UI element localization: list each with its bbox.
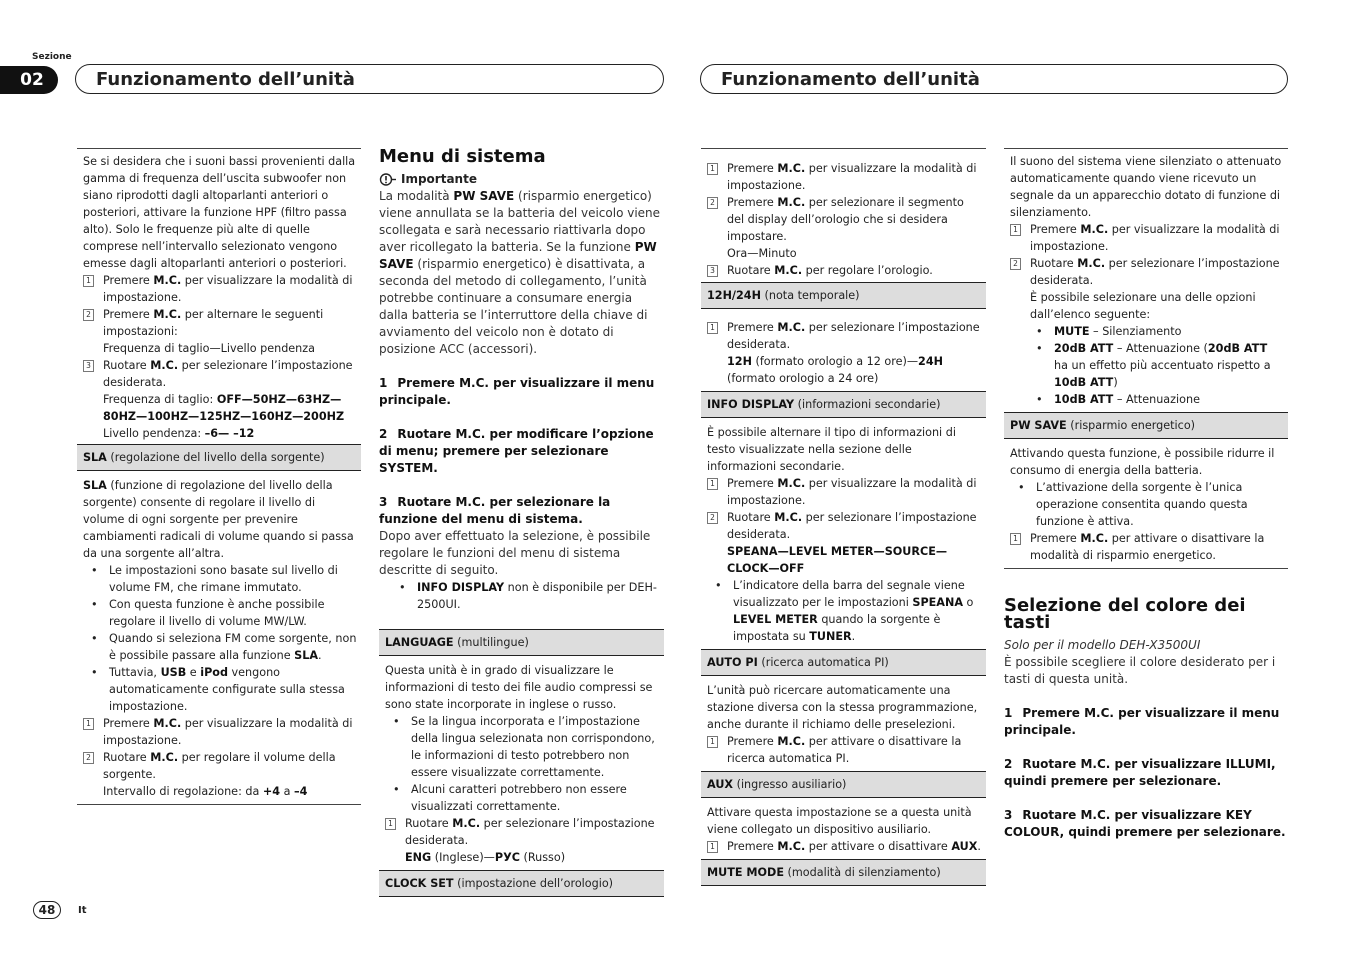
step-item: 1 Premere M.C. per attivare o disattivare la modalità di risparmio energetico.	[1010, 530, 1284, 564]
mute-text: Il suono del sistema viene silenziato o attenuato automaticamente quando viene ricevuto un segnale da un apparecchio dotato di funzione di silenziamento.	[1010, 155, 1282, 219]
clock-format-options: 12H (formato orologio a 12 ore)—24H (formato orologio a 24 ore)	[727, 355, 943, 385]
bullet-item: • Se la lingua incorporata e l’impostazione della lingua selezionata non corrispondono, le informazioni di testo potrebbero non essere visualizzate correttamente.	[393, 715, 655, 779]
important-note: Importante	[379, 171, 664, 188]
step-item: 1 Premere M.C. per attivare o disattivare AUX.	[707, 838, 982, 855]
freq-values: Frequenza di taglio: OFF—50HZ—63HZ—80HZ—100HZ—125HZ—160HZ—200HZ	[103, 393, 345, 423]
step-item: 3 Ruotare M.C. per selezionare l’impostazione desiderata.	[83, 357, 357, 391]
bullet-item: • Con questa funzione è anche possibile regolare il livello di volume MW/LW.	[91, 598, 325, 628]
column-1	[77, 148, 361, 805]
auto-pi-text: L’unità può ricercare automaticamente una stazione diversa con la stessa programmazione, anche durante il richiamo delle preselezioni.	[707, 684, 978, 731]
info-display-options: SPEANA—LEVEL METER—SOURCE—CLOCK—OFF	[727, 545, 948, 575]
step-item: 3 Ruotare M.C. per regolare l’orologio.	[707, 262, 982, 279]
step-item: 2 Ruotare M.C. per selezionare l’impostazione desiderata.	[707, 509, 982, 543]
section-number-badge: 02	[0, 66, 58, 94]
pw-save-heading-bar: PW SAVE (risparmio energetico)	[1004, 412, 1288, 439]
step-item: 2 Ruotare M.C. per selezionare l’impostazione desiderata.	[1010, 255, 1284, 289]
step-item: 2 Premere M.C. per selezionare il segmento del display dell’orologio che si desidera impostare.	[707, 194, 982, 245]
step-sub: Ora—Minuto	[727, 247, 797, 260]
language-code: It	[78, 905, 87, 916]
auto-pi-heading-bar: AUTO PI (ricerca automatica PI)	[701, 649, 986, 676]
step-item: 2 Premere M.C. per alternare le seguenti impostazioni:	[83, 306, 357, 340]
bullet-item: • INFO DISPLAY non è disponibile per DEH-2500UI.	[399, 581, 657, 611]
model-note: Solo per il modello DEH-X3500UI	[1004, 638, 1201, 652]
mute-mode-heading-bar: MUTE MODE (modalità di silenziamento)	[701, 859, 986, 886]
column-4	[1004, 148, 1288, 841]
after-selection-text: Dopo aver effettuato la selezione, è possibile regolare le funzioni del menu di sistema descritte di seguito.	[379, 529, 651, 577]
bullet-item: • 20dB ATT – Attenuazione (20dB ATT ha un effetto più accentuato rispetto a 10dB ATT)	[1036, 342, 1271, 389]
language-options: ENG (Inglese)—РУС (Russo)	[405, 851, 566, 864]
step-item: 1 Premere M.C. per attivare o disattivare la ricerca automatica PI.	[707, 733, 982, 767]
step-item: 1 Premere M.C. per visualizzare la modalità di impostazione.	[83, 715, 357, 749]
key-colour-description: È possibile scegliere il colore desiderato per i tasti di questa unità.	[1004, 655, 1276, 686]
step-item: 1 Premere M.C. per visualizzare la modalità di impostazione.	[83, 272, 357, 306]
step-item: 1 Ruotare M.C. per selezionare l’impostazione desiderata.	[385, 815, 660, 849]
system-step-3: 3 Ruotare M.C. per selezionare la funzione del menu di sistema.	[379, 495, 611, 526]
important-text: La modalità PW SAVE (risparmio energetico) viene annullata se la batteria del veicolo viene scollegata e sarà necessario riattivarla dopo aver ricollegato la batteria. Se la funzione PW SAVE (risparmio energetico) è disattivata, a seconda del metodo di collegamento, l’unità potrebbe continuare a consumare energia dalla batteria se l’interruttore della chiave di avviamento del veicolo non è dotato di posizione ACC (accessori).	[379, 189, 661, 356]
bullet-item: • 10dB ATT – Attenuazione	[1036, 393, 1200, 406]
page-header-right: Funzionamento dell’unità	[700, 64, 1288, 94]
step-item: 2 Ruotare M.C. per regolare il volume della sorgente.	[83, 749, 357, 783]
page-header-left: Funzionamento dell’unità	[75, 64, 664, 94]
language-text: Questa unità è in grado di visualizzare le informazioni di testo dei file audio compressi se sono state incorporate in inglese o russo.	[385, 664, 653, 711]
step-item: 1 Premere M.C. per visualizzare la modalità di impostazione.	[707, 475, 982, 509]
section-title-system-menu: Menu di sistema	[379, 146, 546, 167]
bullet-item: • MUTE – Silenziamento	[1036, 325, 1182, 338]
bullet-item: • Quando si seleziona FM come sorgente, non è possibile passare alla funzione SLA.	[91, 632, 357, 662]
system-step-1: 1 Premere M.C. per visualizzare il menu principale.	[379, 376, 655, 407]
step-item: 1 Premere M.C. per visualizzare la modalità di impostazione.	[707, 160, 982, 194]
language-heading-bar: LANGUAGE (multilingue)	[379, 629, 664, 656]
clock-set-heading-bar: CLOCK SET (impostazione dell’orologio)	[379, 870, 664, 897]
section-label: Sezione	[32, 52, 72, 62]
pw-save-text: Attivando questa funzione, è possibile ridurre il consumo di energia della batteria.	[1010, 447, 1275, 477]
key-colour-step-3: 3 Ruotare M.C. per visualizzare KEY COLOUR, quindi premere per selezionare.	[1004, 808, 1286, 839]
bullet-item: • Tuttavia, USB e iPod vengono automaticamente configurate sulla stessa impostazione.	[91, 666, 345, 713]
bullet-item: • L’indicatore della barra del segnale viene visualizzato per le impostazioni SPEANA o LEVEL METER quando la sorgente è impostata su TUNER.	[715, 579, 974, 643]
info-display-heading-bar: INFO DISPLAY (informazioni secondarie)	[701, 391, 986, 418]
sla-description: SLA (funzione di regolazione del livello della sorgente) consente di regolare il livello di volume di ogni sorgente per prevenire cambiamenti radicali di volume quando si passa da una sorgente all’altra.	[83, 479, 354, 560]
key-colour-step-2: 2 Ruotare M.C. per visualizzare ILLUMI, quindi premere per selezionare.	[1004, 757, 1276, 788]
12h-24h-heading-bar: 12H/24H (nota temporale)	[701, 282, 986, 309]
important-icon	[379, 173, 397, 186]
range-text: Intervallo di regolazione: da +4 a –4	[103, 785, 308, 798]
step-item: 1 Premere M.C. per visualizzare la modalità di impostazione.	[1010, 221, 1284, 255]
step-sub: È possibile selezionare una delle opzioni dall’elenco seguente:	[1030, 291, 1256, 321]
info-display-text: È possibile alternare il tipo di informazioni di testo visualizzate nella sezione delle informazioni secondarie.	[707, 426, 956, 473]
hpf-intro: Se si desidera che i suoni bassi provenienti dalla gamma di frequenza dell’uscita subwoofer non siano riprodotti dagli altoparlanti anteriori o posteriori, attivare la funzione HPF (filtro passa alto). Solo le frequenze più alte di quelle comprese nell’intervallo selezionato vengono emesse dagli altoparlanti anteriori o posteriori.	[83, 155, 356, 270]
column-3	[701, 148, 986, 886]
aux-text: Attivare questa impostazione se a questa unità viene collegato un dispositivo ausiliario.	[707, 806, 972, 836]
step-sub: Frequenza di taglio—Livello pendenza	[103, 342, 316, 355]
section-title-key-colour: Selezione del colore dei tasti	[1004, 595, 1246, 633]
bullet-item: • Alcuni caratteri potrebbero non essere visualizzati correttamente.	[393, 783, 627, 813]
page-number: 48	[33, 901, 61, 919]
aux-heading-bar: AUX (ingresso ausiliario)	[701, 771, 986, 798]
step-item: 1 Premere M.C. per selezionare l’impostazione desiderata.	[707, 319, 982, 353]
system-step-2: 2 Ruotare M.C. per modificare l’opzione di menu; premere per selezionare SYSTEM.	[379, 427, 654, 475]
key-colour-step-1: 1 Premere M.C. per visualizzare il menu principale.	[1004, 706, 1280, 737]
bullet-item: • Le impostazioni sono basate sul livello di volume FM, che rimane immutato.	[91, 564, 338, 594]
bullet-item: • L’attivazione della sorgente è l’unica operazione consentita quando questa funzione è attiva.	[1018, 481, 1248, 528]
sla-heading-bar: SLA (regolazione del livello della sorgente)	[77, 444, 361, 471]
column-2	[379, 148, 664, 897]
slope-values: Livello pendenza: –6— –12	[103, 427, 255, 440]
